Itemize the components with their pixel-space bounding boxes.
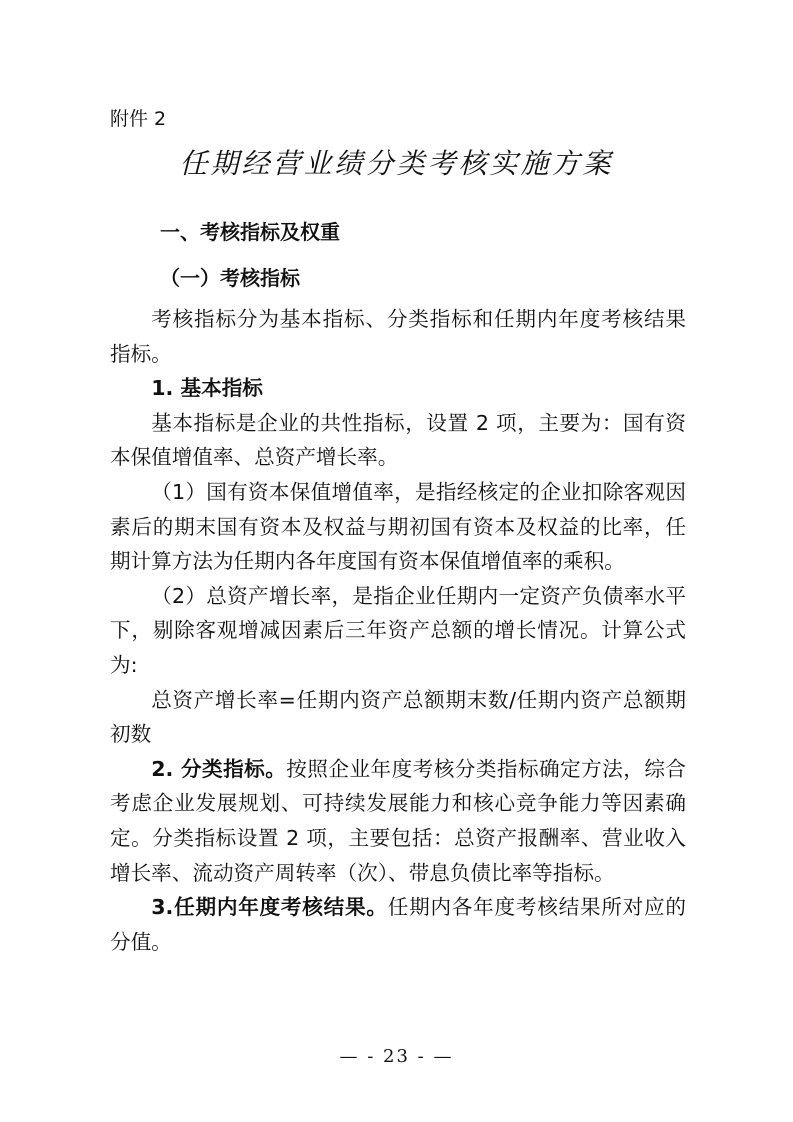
- classified-indicator-text: 按照企业年度考核分类指标确定方法，综合考虑企业发展规划、可持续发展能力和核心竞争能力等因素确定。分类指标设置 2 项，主要包括：总资产报酬率、营业收入增长率、流动资产周转率（次）、带息负债比率等指标。: [110, 756, 687, 885]
- page-number: — - 23 - —: [339, 1046, 454, 1067]
- annual-result-heading: 3.任期内年度考核结果。: [151, 895, 388, 920]
- basic-indicator-paragraph: 基本指标是企业的共性指标，设置 2 项，主要为：国有资本保值增值率、总资产增长率。: [110, 410, 686, 470]
- basic-indicator-item-2: （2）总资产增长率，是指企业任期内一定资产负债率水平下，剔除客观增减因素后三年资产总额的增长情况。计算公式为:: [110, 583, 686, 677]
- attachment-label: 附件 2: [110, 108, 167, 130]
- basic-indicator-item-1: （1）国有资本保值增值率，是指经核定的企业扣除客观因素后的期末国有资本及权益与期初国有资本及权益的比率，任期计算方法为任期内各年度国有资本保值增值率的乘积。: [110, 479, 686, 574]
- document-body: [110, 302, 686, 959]
- basic-indicator-heading: [110, 371, 686, 406]
- classified-indicator-paragraph: [110, 752, 686, 890]
- section-heading: 一、考核指标及权重: [160, 220, 340, 244]
- annual-result-text: 任期内各年度考核结果所对应的分值。: [110, 895, 686, 954]
- classified-indicator-heading: 2. 分类指标。: [151, 756, 287, 781]
- formula-paragraph: 总资产增长率=任期内资产总额期末数/任期内资产总额期初数: [110, 687, 686, 747]
- subsection-heading: （一）考核指标: [160, 266, 300, 290]
- annual-result-paragraph: [110, 890, 686, 959]
- basic-indicator-heading-text: 1. 基本指标: [151, 376, 263, 401]
- intro-paragraph: 考核指标分为基本指标、分类指标和任期内年度考核结果指标。: [110, 307, 686, 366]
- document-title: 任期经营业绩分类考核实施方案: [179, 147, 614, 180]
